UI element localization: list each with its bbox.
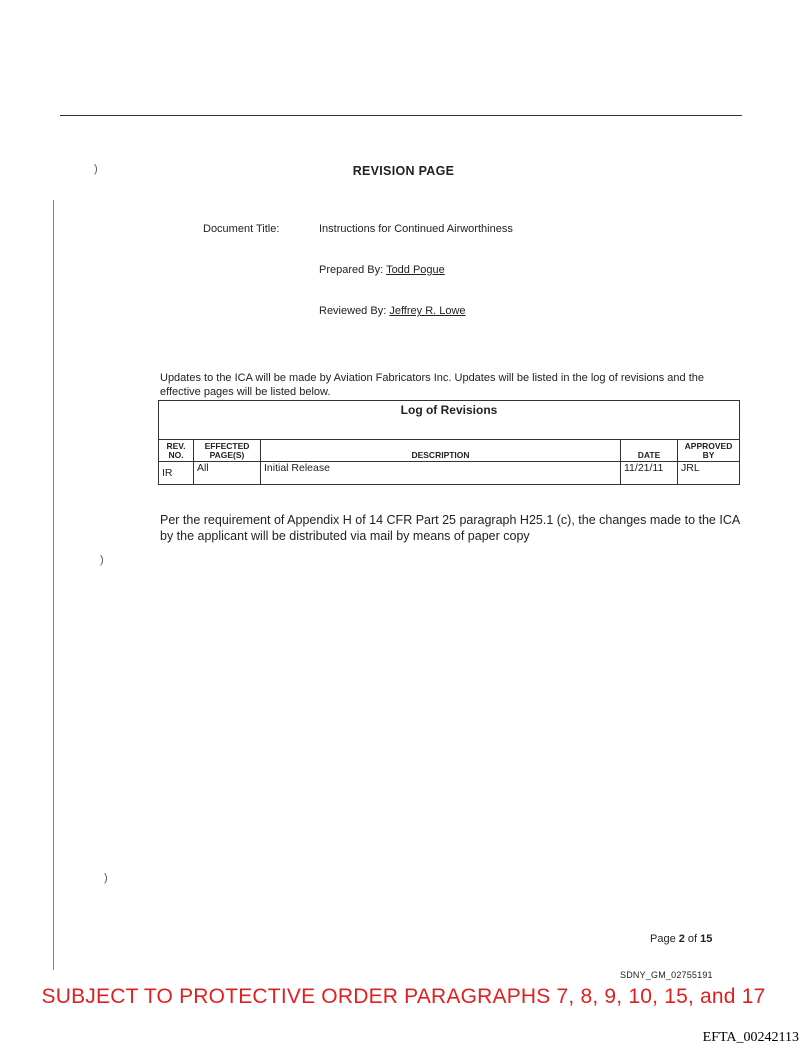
cell-approved-by: JRL <box>678 462 740 485</box>
cell-date: 11/21/11 <box>621 462 678 485</box>
table-header-row <box>159 440 740 462</box>
header-approved-by: APPROVED BY <box>678 440 740 462</box>
scan-mark: ) <box>94 163 98 175</box>
page-total: 15 <box>700 933 713 945</box>
reviewed-by-label: Reviewed By: <box>319 305 387 317</box>
efta-number: EFTA_00242113 <box>702 1030 799 1045</box>
document-title-value: Instructions for Continued Airworthiness <box>319 223 513 235</box>
cell-description: Initial Release <box>261 462 621 485</box>
header-effected-pages: EFFECTED PAGE(S) <box>194 440 261 462</box>
top-divider <box>60 115 742 116</box>
page-title: REVISION PAGE <box>352 164 455 178</box>
prepared-by <box>319 264 445 276</box>
cell-rev-no: IR <box>159 462 194 485</box>
page-number <box>650 933 712 945</box>
table-caption-row <box>159 401 740 440</box>
scan-mark: ) <box>104 872 108 884</box>
scan-mark: ) <box>100 554 104 566</box>
page-of: of <box>684 933 701 945</box>
table-caption: Log of Revisions <box>159 401 740 440</box>
table-row <box>159 462 740 485</box>
header-rev-no: REV. NO. <box>159 440 194 462</box>
document-title-label: Document Title: <box>203 223 280 235</box>
reviewed-by <box>319 305 466 317</box>
prepared-by-label: Prepared By: <box>319 264 384 276</box>
reviewed-by-name: Jeffrey R. Lowe <box>389 305 466 317</box>
intro-paragraph: Updates to the ICA will be made by Aviation Fabricators Inc. Updates will be listed in the log of revisions and the effective pages will be listed below. <box>160 372 704 398</box>
protective-order-stamp: SUBJECT TO PROTECTIVE ORDER PARAGRAPHS 7, 8, 9, 10, 15, and 17 <box>41 985 766 1008</box>
page-current: 2 <box>678 933 685 945</box>
revision-log-table <box>158 400 740 485</box>
cell-effected-pages: All <box>194 462 261 485</box>
left-margin-line <box>53 200 54 970</box>
header-date: DATE <box>621 440 678 462</box>
header-description: DESCRIPTION <box>261 440 621 462</box>
page-prefix: Page <box>650 933 679 945</box>
distribution-note: Per the requirement of Appendix H of 14 CFR Part 25 paragraph H25.1 (c), the changes made to the ICA by the applicant will be distributed via mail by means of paper copy <box>160 513 740 543</box>
bates-number: SDNY_GM_02755191 <box>620 970 713 980</box>
prepared-by-name: Todd Pogue <box>386 264 445 276</box>
